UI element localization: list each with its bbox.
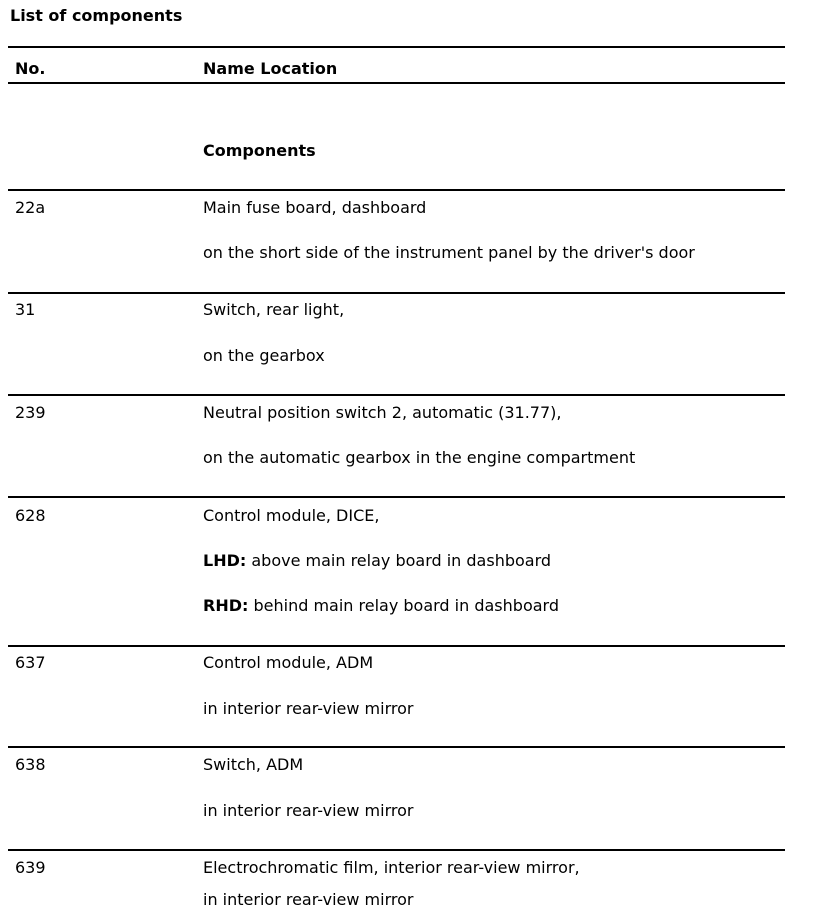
- row-divider: [8, 645, 785, 647]
- rhd-label: RHD:: [203, 596, 249, 615]
- component-number: 638: [15, 755, 46, 774]
- component-name: Control module, DICE,: [203, 506, 380, 525]
- header-bottom-rule: [8, 82, 785, 84]
- component-location: in interior rear-view mirror: [203, 699, 414, 718]
- lhd-location: above main relay board in dashboard: [246, 551, 552, 570]
- row-divider: [8, 292, 785, 294]
- component-name: Switch, rear light,: [203, 300, 345, 319]
- component-number: 239: [15, 403, 46, 422]
- row-divider: [8, 496, 785, 498]
- column-header-name-location: Name Location: [203, 59, 338, 78]
- row-divider: [8, 746, 785, 748]
- component-location: in interior rear-view mirror: [203, 801, 414, 820]
- page-title: List of components: [10, 6, 183, 25]
- component-name: Control module, ADM: [203, 653, 374, 672]
- component-location-rhd: [203, 596, 559, 616]
- component-name: Neutral position switch 2, automatic (31.77),: [203, 403, 562, 422]
- component-number: 31: [15, 300, 36, 319]
- component-name: Electrochromatic film, interior rear-view mirror,: [203, 858, 580, 877]
- component-location: on the short side of the instrument panel by the driver's door: [203, 243, 695, 262]
- rhd-location: behind main relay board in dashboard: [248, 596, 559, 615]
- component-number: 639: [15, 858, 46, 877]
- component-location: on the gearbox: [203, 346, 325, 365]
- component-number: 628: [15, 506, 46, 525]
- component-location-lhd: [203, 551, 551, 571]
- table-top-rule: [8, 46, 785, 48]
- row-divider: [8, 394, 785, 396]
- column-header-no: No.: [15, 59, 46, 78]
- lhd-label: LHD:: [203, 551, 247, 570]
- row-divider: [8, 189, 785, 191]
- row-divider: [8, 849, 785, 851]
- component-location: in interior rear-view mirror: [203, 890, 414, 909]
- component-name: Main fuse board, dashboard: [203, 198, 427, 217]
- component-location: on the automatic gearbox in the engine compartment: [203, 448, 636, 467]
- component-number: 637: [15, 653, 46, 672]
- section-heading: Components: [203, 141, 316, 160]
- component-name: Switch, ADM: [203, 755, 304, 774]
- component-number: 22a: [15, 198, 46, 217]
